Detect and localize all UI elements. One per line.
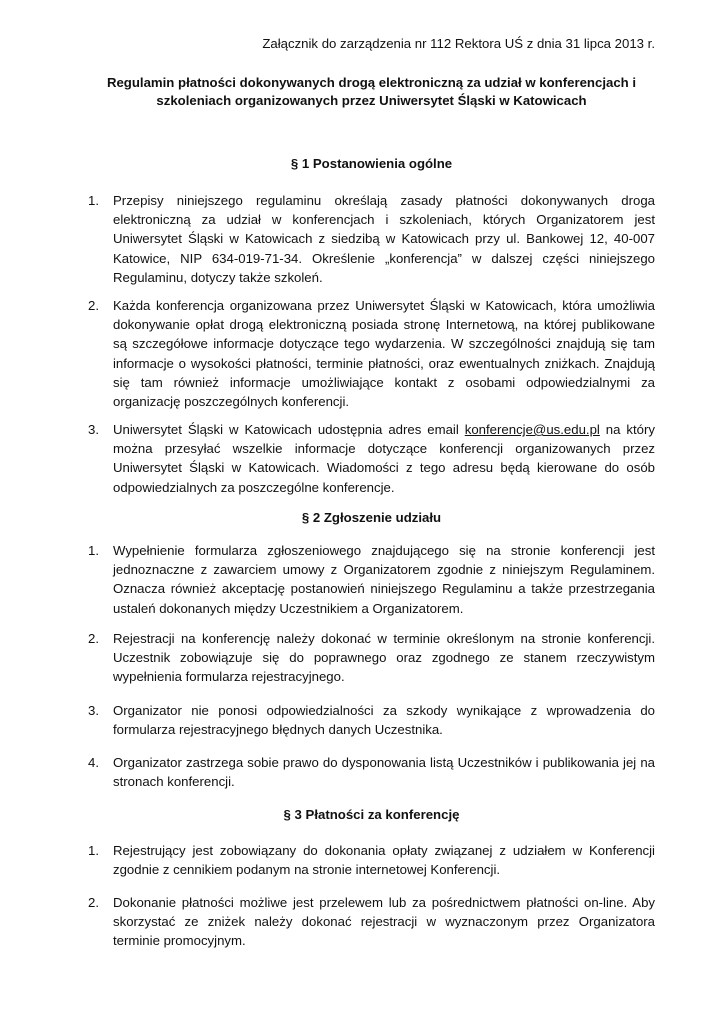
item-text: Rejestrujący jest zobowiązany do dokonania opłaty związanej z udziałem w Konferencji zgodnie z cennikiem podanym na stronie internetowej Konferencji. (113, 843, 655, 878)
item-text: Wypełnienie formularza zgłoszeniowego znajdującego się na stronie konferencji jest jednoznaczne z zawarciem umowy z Organizatorem zgodnie z niniejszym Regulaminem. Oznacza również akceptację postanowień niniejszego Regulaminu a także przestrzegania ustaleń dokonanych między Uczestnikiem a Organizatorem. (113, 543, 655, 616)
item-number: 1. (88, 193, 99, 208)
s3-list-item-2 (88, 893, 655, 951)
annex-note: Załącznik do zarządzenia nr 112 Rektora UŚ z dnia 31 lipca 2013 r. (262, 36, 655, 51)
s2-list-item-3 (88, 701, 655, 739)
item-text-end: na który można przesyłać wszelkie informacje dotyczące konferencji organizowanych przez Uniwersytet Śląski w Katowicach. Wiadomości z tego adresu będą kierowane do osób odpowiedzialnych za poszczególne konferencje. (113, 422, 656, 495)
item-number: 4. (88, 755, 99, 770)
item-text: Organizator zastrzega sobie prawo do dysponowania listą Uczestników i publikowania jej na stronach konferencji. (113, 755, 655, 790)
item-number: 2. (88, 895, 99, 910)
item-text: Rejestracji na konferencję należy dokonać w terminie określonym na stronie konferencji. Uczestnik zobowiązuje się do poprawnego oraz zgodnego ze stanem rzeczywistym wypełnienia formularza rejestracyjnego. (113, 631, 655, 685)
item-number: 1. (88, 843, 99, 858)
s2-list-item-1 (88, 541, 655, 618)
email-link[interactable]: konferencje@us.edu.pl (464, 422, 600, 437)
item-text-start: Uniwersytet Śląski w Katowicach udostępnia adres email (113, 422, 465, 437)
item-number: 3. (88, 703, 99, 718)
item-text (113, 420, 655, 497)
s1-list-item-2 (88, 296, 655, 411)
title-line-1: Regulamin płatności dokonywanych drogą elektroniczną za udział w konferencjach i (106, 75, 637, 90)
item-number: 2. (88, 298, 99, 313)
item-number: 2. (88, 631, 99, 646)
item-text: Każda konferencja organizowana przez Uniwersytet Śląski w Katowicach, która umożliwia dokonywanie opłat drogą elektroniczną posiada stronę Internetową, na której publikowane są szczegółowe informacje dotyczące tego wydarzenia. W szczególności znajdują się tam informacje o wysokości płatności, terminie płatności, oraz ewentualnych zniżkach. Znajdują się tam również informacje umożliwiające kontakt z osobami odpowiedzialnymi za organizację poszczególnych konferencji. (113, 298, 655, 410)
item-number: 3. (88, 422, 99, 437)
item-text: Dokonanie płatności możliwe jest przelewem lub za pośrednictwem płatności on-line. Aby skorzystać ze zniżek należy dokonać rejestracji w wyznaczonym przez Organizatora terminie promocyjnym. (113, 895, 655, 949)
s2-list-item-2 (88, 629, 655, 687)
s3-list-item-1 (88, 841, 655, 879)
s1-list-item-3 (88, 420, 655, 497)
item-text: Przepisy niniejszego regulaminu określają zasady płatności dokonywanych droga elektroniczną za udział w konferencjach i szkoleniach, których Organizatorem jest Uniwersytet Śląski w Katowicach z siedzibą w Katowicach przy ul. Bankowej 12, 40-007 Katowice, NIP 634-019-71-34. Określenie „konferencja” w dalszej części niniejszego Regulaminu, dotyczy także szkoleń. (113, 193, 655, 285)
section-2-heading: § 2 Zgłoszenie udziału (301, 510, 442, 525)
s2-list-item-4 (88, 753, 655, 791)
document-title (88, 74, 655, 110)
s1-list-item-1 (88, 191, 655, 287)
section-3-heading: § 3 Płatności za konferencję (283, 807, 460, 822)
title-line-2: szkoleniach organizowanych przez Uniwersytet Śląski w Katowicach (156, 93, 587, 108)
item-number: 1. (88, 543, 99, 558)
section-1-heading: § 1 Postanowienia ogólne (290, 156, 453, 171)
item-text: Organizator nie ponosi odpowiedzialności za szkody wynikające z wprowadzenia do formularza rejestracyjnego błędnych danych Uczestnika. (113, 703, 655, 738)
